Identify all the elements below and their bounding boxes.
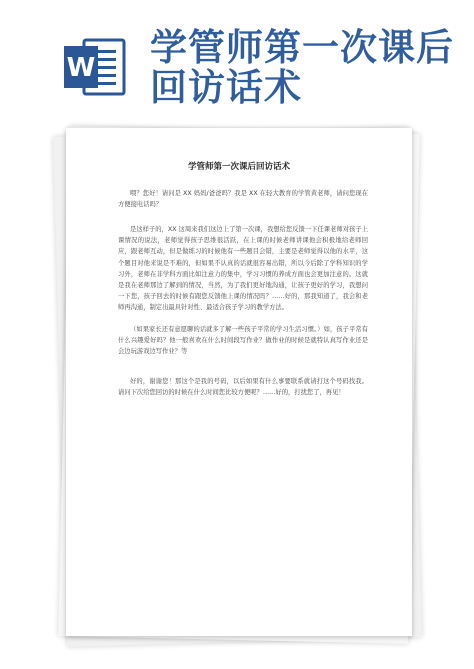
banner-title-line-1: 学管师第一次课后 [150, 26, 454, 69]
word-icon-letter: W [66, 53, 96, 83]
document-title: 学管师第一次课后回访话术 [187, 162, 290, 172]
paragraph-4: 好的，谢谢您！那这个是我的号码，以后如果有什么事要联系就请打这个号码找我。请问下次给您回访的时候在什么时间您比较方便呢？……好的，打扰您了，再见！ [118, 378, 368, 397]
paragraph-3: （如果家长还有意愿聊的话就多了解一些孩子平常的学习生活习惯。）如，孩子平常有什么兴趣爱好吗？他一般喜欢在什么时间段写作业？做作业的时候是就特认真写作业还是会边玩游戏边写作业？等 [118, 326, 368, 356]
word-document-icon [62, 34, 128, 100]
header-banner [0, 0, 474, 120]
paragraph-1: 喂？您好！请问是 XX 妈妈/爸爸吗？我是 XX 在轻大教育的学管黄老师，请问您现在方便接电话吗？ [118, 190, 368, 209]
banner-title-line-2: 回访话术 [150, 66, 302, 109]
paragraph-2: 是这样子的，XX 这周来我们这边上了第一次课，我想给您反馈一下任课老师对孩子上课情况的说法，老师觉得孩子思维很活跃，在上课的时候老师讲课他会积极地给老师回应，跟老师互动，但是做练习的时候他有一些题目会错，主要是老师觉得以他的水平，这个题目对他来说是不难的，但如果不认真的话就很容易出错，所以今后除了学科知识的学习外，老师在非学科方面比如注意力的集中，学习习惯的养成方面也会更加注意的。这就是我在老师那边了解到的情况，当然，为了我们更好地沟通，让孩子更好的学习，我想问一下您，孩子回去的时候有跟您反馈他上课的情况吗？……好的，那我知道了，我会和老师再沟通，制定出最具针对性、最适合孩子学习的教学方法。 [118, 226, 368, 312]
document-page [66, 128, 412, 636]
